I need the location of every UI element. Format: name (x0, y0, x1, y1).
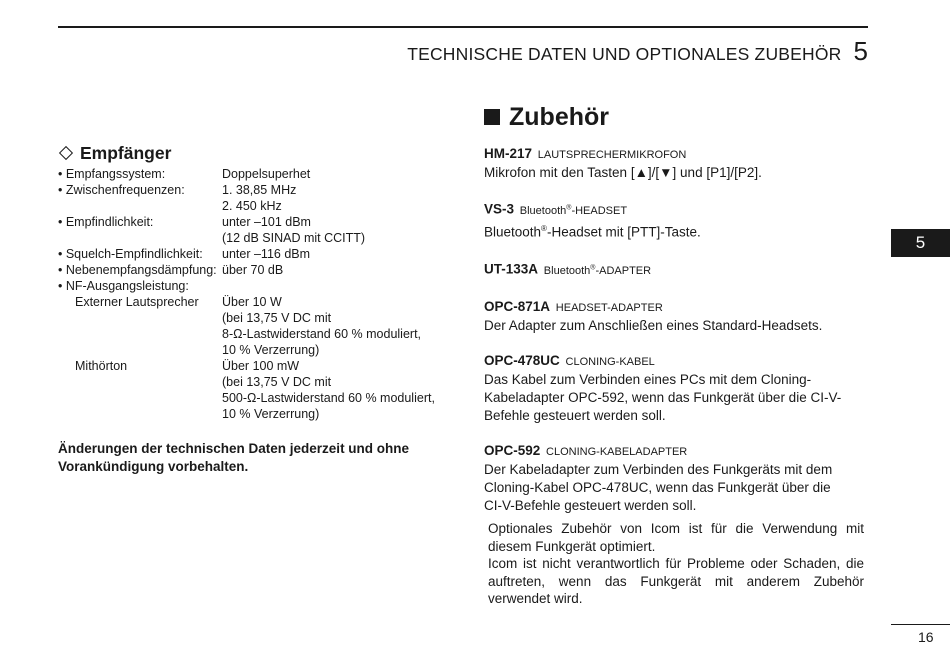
header-title: TECHNISCHE DATEN UND OPTIONALES ZUBEHÖR (407, 44, 842, 64)
spec-value: 10 % Verzerrung) (222, 407, 320, 421)
accessory-model: OPC-478UC (484, 352, 560, 368)
spec-row (58, 294, 448, 358)
spec-row (58, 278, 448, 294)
accessory-description: Kabeladapter OPC-592, wenn das Funkgerät über die CI-V- (484, 389, 842, 405)
spec-value: über 70 dB (222, 263, 284, 277)
accessory-item (484, 145, 874, 182)
note-line: Vorankündigung vorbehalten. (58, 459, 249, 474)
accessory-description: Das Kabel zum Verbinden eines PCs mit dem Cloning- (484, 371, 812, 387)
accessories-heading (484, 101, 874, 133)
accessory-item (484, 442, 874, 515)
accessory-item (484, 199, 874, 241)
diamond-bullet-icon (59, 146, 73, 160)
receiver-heading (58, 142, 448, 164)
spec-value: Über 10 W (222, 295, 282, 309)
footer-rule (891, 624, 950, 625)
accessory-description: Der Kabeladapter zum Verbinden des Funkgeräts mit dem (484, 461, 833, 477)
accessory-model: UT-133A (484, 261, 539, 277)
page-header (407, 36, 868, 67)
spec-value: 10 % Verzerrung) (222, 343, 320, 357)
accessory-type: LAUTSPRECHERMIKROFON (537, 149, 687, 161)
accessory-type: Bluetooth®-ADAPTER (543, 264, 652, 277)
spec-value: 2. 450 kHz (222, 199, 282, 213)
accessory-item (484, 352, 874, 425)
spec-value: 500-Ω-Lastwiderstand 60 % moduliert, (222, 391, 435, 405)
spec-row (58, 182, 448, 214)
accessory-description: Der Adapter zum Anschließen eines Standard-Headsets. (484, 317, 823, 333)
spec-change-note (58, 440, 448, 476)
spec-label: • Nebenempfangsdämpfung: (58, 263, 217, 277)
header-rule (58, 26, 868, 28)
accessory-info-note (488, 520, 864, 608)
spec-label: • NF-Ausgangsleistung: (58, 279, 189, 293)
info-paragraph: Optionales Zubehör von Icom ist für die Verwendung mit diesem Funkgerät optimiert. (488, 521, 864, 554)
accessory-type: CLONING-KABELADAPTER (546, 445, 688, 458)
page-number: 16 (918, 629, 934, 645)
spec-value: unter –101 dBm (222, 215, 311, 229)
spec-sublabel: Mithörton (75, 359, 128, 373)
spec-list (58, 166, 448, 422)
accessory-description: Bluetooth®-Headset mit [PTT]-Taste. (484, 223, 701, 240)
accessories-title: Zubehör (509, 102, 609, 131)
spec-value: (bei 13,75 V DC mit (222, 375, 332, 389)
spec-value: Über 100 mW (222, 359, 300, 373)
chapter-tab: 5 (891, 229, 950, 257)
accessory-description: CI-V-Befehle gesteuert werden soll. (484, 497, 697, 513)
accessory-model: OPC-871A (484, 298, 551, 314)
spec-label: • Zwischenfrequenzen: (58, 183, 185, 197)
chapter-number: 5 (853, 36, 868, 66)
spec-row (58, 358, 448, 422)
spec-value: Doppelsuperhet (222, 167, 311, 181)
spec-value: (bei 13,75 V DC mit (222, 311, 332, 325)
note-line: Änderungen der technischen Daten jederzeit und ohne (58, 441, 410, 456)
accessory-model: HM-217 (484, 146, 533, 161)
accessories-section (484, 101, 874, 515)
accessory-type: HEADSET-ADAPTER (555, 301, 663, 314)
spec-label: • Squelch-Empfindlichkeit: (58, 247, 203, 261)
square-bullet-icon (484, 109, 500, 125)
spec-value: 1. 38,85 MHz (222, 183, 297, 197)
spec-label: • Empfindlichkeit: (58, 215, 154, 229)
accessory-description: Befehle gesteuert werden soll. (484, 407, 666, 423)
accessory-description: Cloning-Kabel OPC-478UC, wenn das Funkgerät über die (484, 479, 831, 495)
accessory-description: Mikrofon mit den Tasten [▲]/[▼] und [P1]/[P2]. (484, 165, 762, 180)
accessory-item (484, 259, 874, 280)
spec-row (58, 246, 448, 262)
accessory-model: VS-3 (484, 201, 515, 217)
spec-row (58, 166, 448, 182)
spec-value: (12 dB SINAD mit CCITT) (222, 231, 366, 245)
spec-label: • Empfangssystem: (58, 167, 166, 181)
accessory-type: Bluetooth®-HEADSET (519, 204, 628, 217)
info-paragraph: Icom ist nicht verantwortlich für Probleme oder Schaden, die auftreten, wenn das Funkgerät mit anderem Zubehör verwendet wird. (488, 556, 864, 606)
spec-value: unter –116 dBm (222, 247, 311, 261)
receiver-section (58, 142, 448, 476)
accessory-model: OPC-592 (484, 442, 541, 458)
spec-row (58, 262, 448, 278)
receiver-title: Empfänger (80, 142, 172, 163)
spec-row (58, 214, 448, 246)
accessory-item (484, 298, 874, 335)
spec-sublabel: Externer Lautsprecher (75, 295, 199, 309)
accessory-type: CLONING-KABEL (565, 355, 655, 368)
spec-value: 8-Ω-Lastwiderstand 60 % moduliert, (222, 327, 422, 341)
